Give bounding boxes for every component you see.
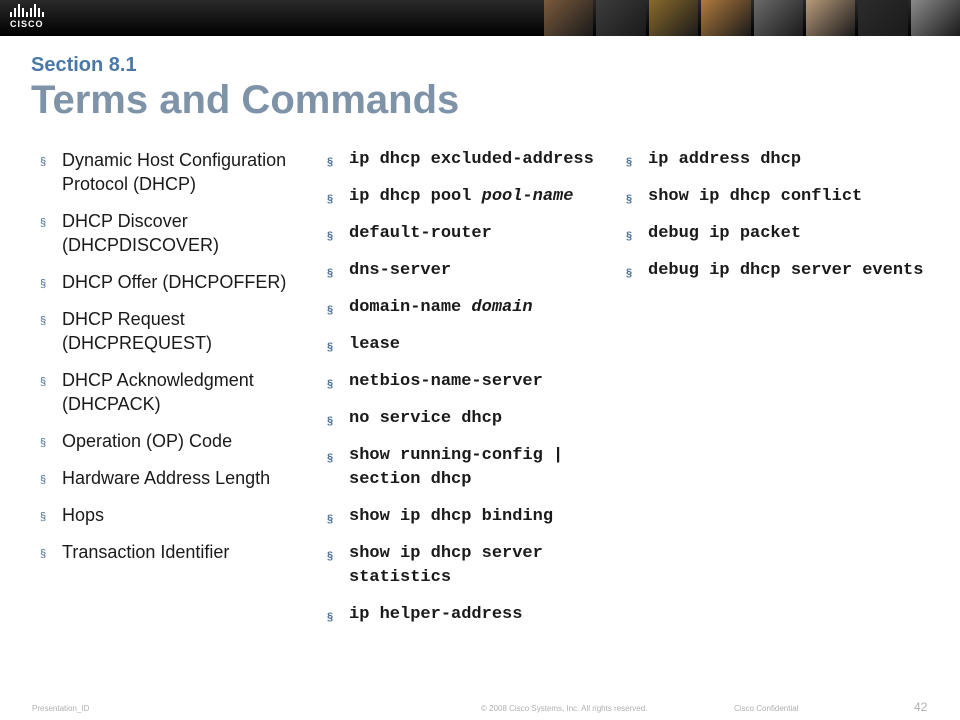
bullet-icon: § (327, 193, 334, 205)
command-text: domain-name (349, 298, 472, 317)
list-item (40, 209, 302, 257)
terms-list (40, 148, 302, 577)
term-text: Dynamic Host Configuration Protocol (DHCP) (62, 150, 287, 194)
term-text: Transaction Identifier (62, 542, 230, 562)
bullet-icon: § (40, 217, 47, 229)
list-item (626, 185, 946, 209)
bullet-icon: § (626, 230, 633, 242)
command-text: lease (349, 335, 401, 354)
term-text: Operation (OP) Code (62, 431, 233, 451)
slide-title-block (31, 52, 459, 122)
slide-title: Terms and Commands (31, 78, 460, 122)
list-item (327, 370, 612, 394)
list-item (40, 148, 302, 196)
bullet-icon: § (327, 156, 334, 168)
cisco-logo (8, 4, 58, 32)
list-item (40, 466, 302, 490)
banner-photo (596, 0, 645, 36)
list-item (327, 222, 612, 246)
list-item (327, 407, 612, 431)
bullet-icon: § (626, 156, 633, 168)
banner-photo (544, 0, 593, 36)
list-item (327, 296, 612, 320)
bullet-icon: § (40, 474, 47, 486)
list-item (327, 333, 612, 357)
bullet-icon: § (327, 513, 334, 525)
command-text: ip dhcp pool (349, 187, 482, 206)
list-item (40, 270, 302, 294)
term-text: DHCP Discover (DHCPDISCOVER) (62, 211, 220, 255)
bullet-icon: § (40, 315, 47, 327)
bullet-icon: § (40, 437, 47, 449)
list-item (40, 429, 302, 453)
banner-photo-strip (544, 0, 960, 36)
bullet-icon: § (327, 304, 334, 316)
term-text: DHCP Request (DHCPREQUEST) (62, 309, 213, 353)
bullet-icon: § (327, 378, 334, 390)
bullet-icon: § (327, 415, 334, 427)
list-item (327, 603, 612, 627)
footer-copyright: © 2008 Cisco Systems, Inc. All rights reserved. (481, 704, 648, 713)
banner-photo (701, 0, 750, 36)
command-text: debug ip dhcp server events (648, 261, 924, 280)
command-text: show running-config | section dhcp (349, 446, 564, 489)
footer-presentation-id: Presentation_ID (32, 704, 90, 713)
page-number: 42 (914, 700, 928, 714)
command-text: default-router (349, 224, 492, 243)
command-text: show ip dhcp conflict (648, 187, 863, 206)
bullet-icon: § (327, 452, 334, 464)
bullet-icon: § (327, 611, 334, 623)
banner-photo (649, 0, 698, 36)
list-item (40, 368, 302, 416)
bullet-icon: § (40, 511, 47, 523)
list-item (626, 222, 946, 246)
bullet-icon: § (626, 193, 633, 205)
banner-photo (806, 0, 855, 36)
bullet-icon: § (327, 341, 334, 353)
command-text: ip dhcp excluded-address (349, 150, 594, 169)
command-text: debug ip packet (648, 224, 802, 243)
list-item (40, 540, 302, 564)
term-text: Hops (62, 505, 105, 525)
command-text: ip helper-address (349, 605, 523, 624)
banner-photo (754, 0, 803, 36)
bullet-icon: § (40, 548, 47, 560)
cisco-logo-text: CISCO (10, 19, 44, 29)
list-item (626, 148, 946, 172)
banner-photo (911, 0, 960, 36)
command-argument: pool-name (481, 187, 574, 206)
list-item (327, 542, 612, 590)
list-item (40, 307, 302, 355)
bullet-icon: § (327, 550, 334, 562)
list-item (327, 444, 612, 492)
list-item (40, 503, 302, 527)
bullet-icon: § (626, 267, 633, 279)
list-item (626, 259, 946, 283)
footer-confidential: Cisco Confidential (734, 704, 799, 713)
list-item (327, 259, 612, 283)
command-text: ip address dhcp (648, 150, 802, 169)
list-item (327, 185, 612, 209)
debug-commands-list (626, 148, 946, 296)
command-text: dns-server (349, 261, 452, 280)
top-banner (0, 0, 960, 36)
cisco-logo-bars (10, 4, 58, 17)
term-text: DHCP Acknowledgment (DHCPACK) (62, 370, 254, 414)
bullet-icon: § (40, 376, 47, 388)
list-item (327, 148, 612, 172)
term-text: Hardware Address Length (62, 468, 271, 488)
command-text: netbios-name-server (349, 372, 543, 391)
bullet-icon: § (327, 230, 334, 242)
term-text: DHCP Offer (DHCPOFFER) (62, 272, 287, 292)
commands-list (327, 148, 612, 640)
command-argument: domain (471, 298, 533, 317)
command-text: no service dhcp (349, 409, 503, 428)
command-text: show ip dhcp binding (349, 507, 554, 526)
bullet-icon: § (327, 267, 334, 279)
section-label: Section 8.1 (31, 54, 137, 76)
banner-photo (858, 0, 907, 36)
list-item (327, 505, 612, 529)
command-text: show ip dhcp server statistics (349, 544, 543, 587)
bullet-icon: § (40, 156, 47, 168)
bullet-icon: § (40, 278, 47, 290)
